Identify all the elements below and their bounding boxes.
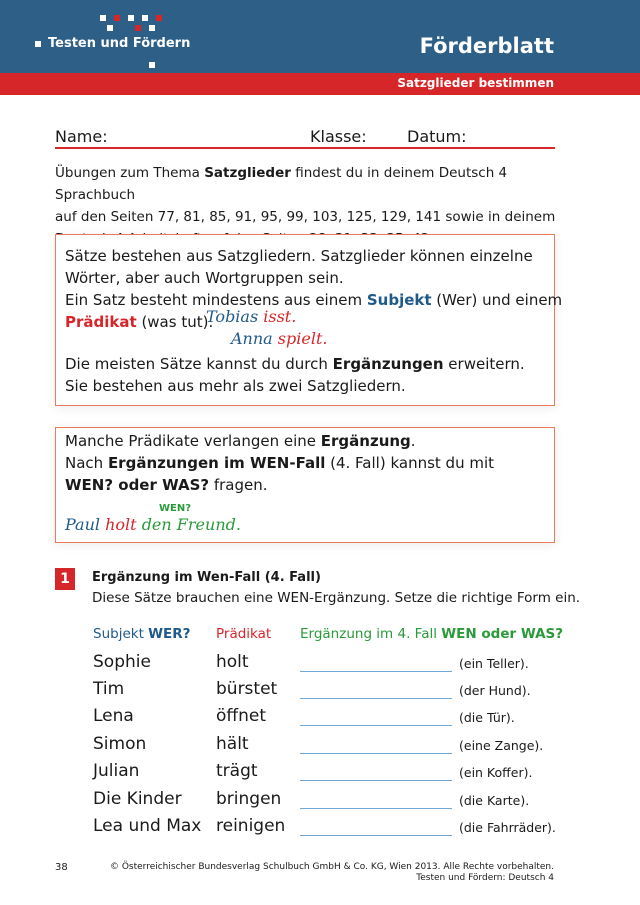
- klasse-label: Klasse:: [310, 127, 367, 146]
- intro-line1-rest: findest du in deinem Deutsch 4 Sprachbuch: [55, 165, 508, 203]
- example-subject: Paul: [65, 515, 101, 534]
- row-hint: (ein Teller).: [459, 656, 529, 671]
- wen-label: WEN?: [159, 503, 192, 514]
- row-hint: (eine Zange).: [459, 738, 544, 753]
- example2-subject: Anna: [231, 329, 273, 348]
- col-subjekt-text: Subjekt: [93, 626, 149, 642]
- answer-blank[interactable]: [300, 753, 452, 754]
- example1-subject: Tobias: [206, 307, 259, 326]
- intro-before: Übungen zum Thema: [55, 165, 205, 181]
- example1-verb: isst.: [263, 307, 297, 326]
- col-wen-was-text: WEN oder WAS?: [441, 626, 564, 642]
- exercise-row: [0, 652, 640, 678]
- answer-blank[interactable]: [300, 780, 452, 781]
- answer-blank[interactable]: [300, 725, 452, 726]
- footer-copyright: [110, 862, 554, 884]
- info-box-satzglieder: [55, 234, 563, 406]
- row-hint: (der Hund).: [459, 683, 531, 698]
- exercise-row: [0, 789, 640, 815]
- row-subject: Die Kinder: [93, 789, 182, 809]
- box1-line4-b: (was tut).: [136, 313, 214, 331]
- example2-verb: spielt.: [277, 329, 328, 348]
- row-subject: Simon: [93, 734, 147, 754]
- answer-blank[interactable]: [300, 835, 452, 836]
- page-title: Förderblatt: [419, 34, 554, 58]
- row-verb: trägt: [216, 761, 258, 781]
- row-verb: reinigen: [216, 816, 286, 836]
- brand-logo: [35, 36, 190, 51]
- page-number: 38: [55, 862, 68, 873]
- exercise-row: [0, 679, 640, 705]
- exercise-instruction: Diese Sätze brauchen eine WEN-Ergänzung. Setze die richtige Form ein.: [92, 590, 581, 606]
- datum-label: Datum:: [407, 127, 467, 146]
- book-title: Testen und Fördern: Deutsch 4: [416, 873, 554, 883]
- box2-line1-b: .: [410, 432, 416, 450]
- exercise-row: [0, 816, 640, 842]
- box1-line6: Sie bestehen aus mehr als zwei Satzgliedern.: [65, 377, 406, 395]
- row-hint: (die Fahrräder).: [459, 820, 556, 835]
- answer-blank[interactable]: [300, 698, 452, 699]
- row-hint: (die Tür).: [459, 710, 515, 725]
- wen-was-term: WEN? oder WAS?: [65, 476, 210, 494]
- box1-line3-b: (Wer) und einem: [431, 291, 563, 309]
- box1-line2: Wörter, aber auch Wortgruppen sein.: [65, 269, 344, 287]
- example-verb: holt: [105, 515, 137, 534]
- info-box-ergaenzung: [55, 427, 555, 543]
- intro-topic: Satzglieder: [204, 165, 291, 181]
- wen-fall-term: Ergänzungen im WEN-Fall: [107, 454, 326, 472]
- exercise-number: 1: [55, 568, 75, 590]
- row-hint: (die Karte).: [459, 793, 530, 808]
- row-verb: öffnet: [216, 706, 267, 726]
- exercise-row: [0, 734, 640, 760]
- row-subject: Lea und Max: [93, 816, 202, 836]
- answer-blank[interactable]: [300, 671, 452, 672]
- col-wer-text: WER?: [148, 626, 191, 642]
- box2-line2-b: (4. Fall) kannst du mit: [325, 454, 495, 472]
- ergaenzung-term: Ergänzung: [320, 432, 411, 450]
- column-header-praedikat: Prädikat: [216, 626, 272, 642]
- box2-line1-a: Manche Prädikate verlangen eine: [65, 432, 321, 450]
- column-header-subjekt: [93, 626, 191, 642]
- row-subject: Tim: [93, 679, 125, 699]
- subjekt-term: Subjekt: [366, 291, 432, 309]
- answer-blank[interactable]: [300, 808, 452, 809]
- row-verb: bürstet: [216, 679, 278, 699]
- copyright-text: © Österreichischer Bundesverlag Schulbuch GmbH & Co. KG, Wien 2013. Alle Rechte vorbehalten.: [109, 862, 554, 872]
- name-row: [55, 127, 555, 149]
- ergaenzungen-term: Ergänzungen: [332, 355, 444, 373]
- box1-line5-b: erweitern.: [443, 355, 525, 373]
- row-verb: holt: [216, 652, 249, 672]
- row-verb: bringen: [216, 789, 282, 809]
- exercise-title: Ergänzung im Wen-Fall (4. Fall): [92, 570, 321, 585]
- box2-line3-b: fragen.: [209, 476, 268, 494]
- box1-line5-a: Die meisten Sätze kannst du durch: [65, 355, 333, 373]
- brand-text: Testen und Fördern: [48, 36, 191, 51]
- row-hint: (ein Koffer).: [459, 765, 533, 780]
- example-object: den Freund.: [141, 515, 241, 534]
- row-verb: hält: [216, 734, 249, 754]
- row-subject: Lena: [93, 706, 134, 726]
- intro-line2: auf den Seiten 77, 81, 85, 91, 95, 99, 103, 125, 129, 141 sowie in deinem: [55, 209, 556, 225]
- exercise-row: [0, 706, 640, 732]
- box1-line1: Sätze bestehen aus Satzgliedern. Satzglieder können einzelne: [65, 247, 533, 265]
- exercise-row: [0, 761, 640, 787]
- box2-line2-a: Nach: [65, 454, 108, 472]
- row-subject: Sophie: [93, 652, 151, 672]
- box1-line3-a: Ein Satz besteht mindestens aus einem: [65, 291, 367, 309]
- col-ergaenzung-text: Ergänzung im 4. Fall: [300, 626, 442, 642]
- name-label: Name:: [55, 127, 108, 146]
- row-subject: Julian: [93, 761, 140, 781]
- column-header-ergaenzung: [300, 626, 563, 642]
- page-subtitle: Satzglieder bestimmen: [397, 76, 554, 90]
- praedikat-term: Prädikat: [65, 313, 137, 331]
